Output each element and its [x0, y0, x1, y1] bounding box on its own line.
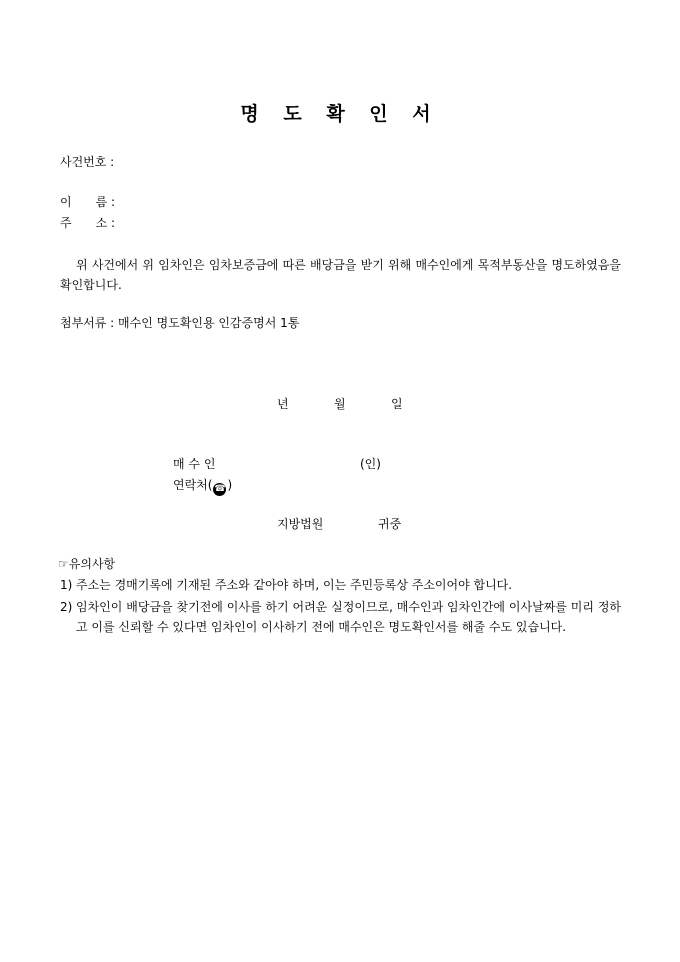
note-item: [60, 575, 621, 595]
date-year: 년: [277, 397, 289, 411]
contact-label-suffix: ): [227, 478, 233, 492]
phone-icon: ☎: [214, 484, 226, 494]
date-month: 월: [334, 397, 346, 411]
contact-label-prefix: 연락처(: [173, 478, 213, 492]
contact-label: [173, 477, 232, 496]
name-label: 이 름 :: [60, 195, 116, 209]
date-day: 일: [391, 397, 403, 411]
document-title: 명 도 확 인 서: [240, 103, 440, 125]
note-number: 2): [60, 600, 73, 614]
buyer-label: 매 수 인: [173, 457, 216, 471]
note-text: 임차인이 배당금을 찾기전에 이사를 하기 어려운 실정이므로, 매수인과 임차인간에 이사날짜를 미리 정하고 이를 신뢰할 수 있다면 임차인이 이사하기 전에 매수인은 명도확인서를 해줄 수도 있습니다.: [76, 600, 621, 634]
attachment-line: 첨부서류 : 매수인 명도확인용 인감증명서 1통: [60, 316, 300, 330]
note-item: [60, 597, 621, 637]
court-name: 지방법원: [277, 517, 324, 531]
statement-paragraph: 위 사건에서 위 임차인은 임차보증금에 따른 배당금을 받기 위해 매수인에게 목적부동산을 명도하였음을 확인합니다.: [60, 258, 621, 292]
notes-heading: ☞유의사항: [58, 557, 116, 571]
court-recipient: 귀중: [378, 517, 402, 531]
note-text: 주소는 경매기록에 기재된 주소와 같아야 하며, 이는 주민등록상 주소이어야 합니다.: [76, 578, 513, 592]
address-label: 주 소 :: [60, 216, 116, 230]
note-number: 1): [60, 578, 73, 592]
case-number-label: 사건번호 :: [60, 155, 115, 169]
seal-label: (인): [360, 457, 381, 471]
